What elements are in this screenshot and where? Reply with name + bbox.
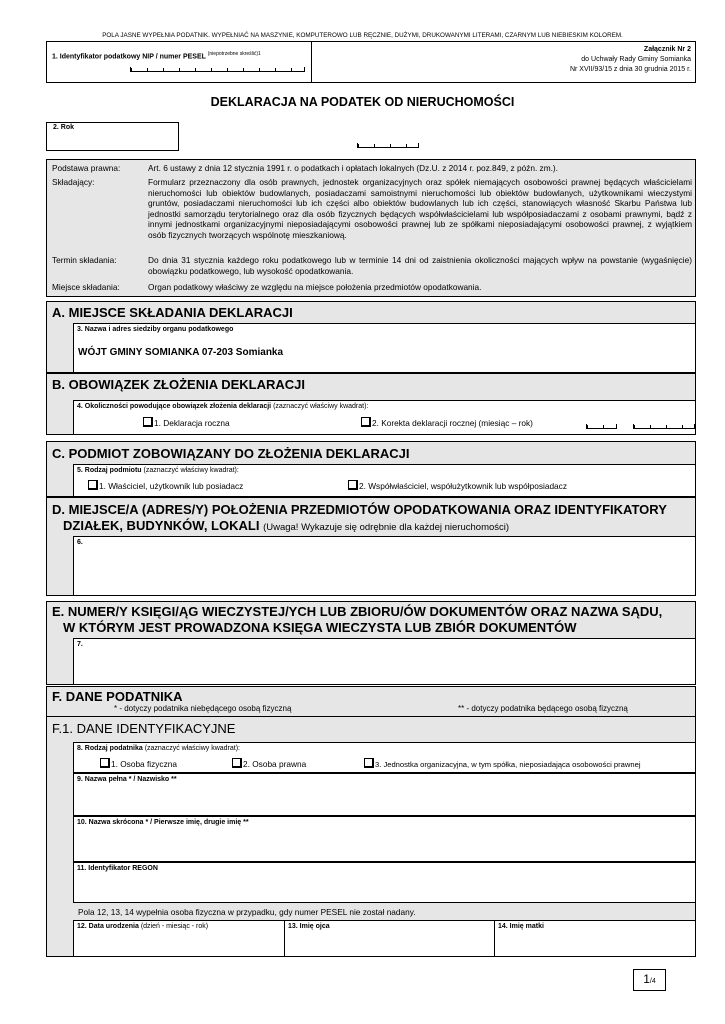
field-4-label-text: 4. Okoliczności powodujące obowiązek złożenia deklaracji bbox=[77, 403, 272, 410]
year-label: 2. Rok bbox=[53, 124, 75, 131]
pesel-note: Pola 12, 13, 14 wypełnia osoba fizyczna w przypadku, gdy numer PESEL nie został nadany. bbox=[78, 907, 416, 917]
note-legal-entity: * - dotyczy podatnika niebędącego osobą fizyczną bbox=[114, 704, 292, 713]
deadline-label: Termin składania: bbox=[52, 255, 117, 265]
nip-note: (niepotrzebne skreślić) bbox=[207, 51, 259, 57]
page-current: 1 bbox=[643, 972, 650, 986]
field-8-label bbox=[77, 745, 240, 752]
divider bbox=[46, 716, 696, 717]
section-d-heading-line1: D. MIEJSCE/A (ADRES/Y) POŁOŻENIA PRZEDMIOTÓW OPODATKOWANIA ORAZ IDENTYFIKATORY bbox=[52, 502, 667, 517]
section-f-heading: F. DANE PODATNIKA bbox=[52, 689, 183, 704]
filer-label: Składający: bbox=[52, 177, 95, 187]
option-organizational-unit-label: 3. Jednostka organizacyjna, w tym spółka, nieposiadająca osobowości prawnej bbox=[375, 760, 641, 769]
field-4-label bbox=[77, 403, 368, 410]
checkbox-icon[interactable] bbox=[361, 417, 371, 427]
note-natural-person: ** - dotyczy podatnika będącego osobą fizyczną bbox=[458, 704, 628, 713]
field-5-label-text: 5. Rodzaj podmiotu bbox=[77, 467, 142, 474]
nip-digit-ticks[interactable] bbox=[130, 67, 305, 72]
fill-instructions: POLA JASNE WYPEŁNIA PODATNIK. WYPEŁNIAĆ NA MASZYNIE, KOMPUTEROWO LUB RĘCZNIE, DUŻYMI, DRUKOWANYMI LITERAMI, CZARNYM LUB NIEBIESKIM KOLOREM. bbox=[102, 32, 623, 39]
checkbox-icon[interactable] bbox=[348, 480, 358, 490]
section-d-note: (Uwaga! Wykazuje się odrębnie dla każdej nieruchomości) bbox=[263, 522, 510, 533]
section-e-heading-line2: W KTÓRYM JEST PROWADZONA KSIĘGA WIECZYSTA LUB ZBIÓR DOKUMENTÓW bbox=[63, 620, 577, 635]
option-annual-declaration[interactable] bbox=[143, 417, 230, 428]
attachment-title: Załącznik Nr 2 bbox=[643, 46, 691, 53]
section-a-heading: A. MIEJSCE SKŁADANIA DEKLARACJI bbox=[52, 305, 293, 320]
option-co-owner-label: 2. Współwłaściciel, współużytkownik lub współposiadacz bbox=[359, 481, 567, 491]
field-10-label: 10. Nazwa skrócona * / Pierwsze imię, drugie imię ** bbox=[77, 819, 249, 826]
checkbox-icon[interactable] bbox=[100, 758, 110, 768]
nip-label bbox=[52, 51, 261, 60]
land-register-field[interactable] bbox=[73, 638, 696, 685]
attachment-resolution: do Uchwały Rady Gminy Somianka bbox=[581, 56, 691, 63]
checkbox-icon[interactable] bbox=[232, 758, 242, 768]
section-f1-heading: F.1. DANE IDENTYFIKACYJNE bbox=[52, 721, 236, 736]
document-title: DEKLARACJA NA PODATEK OD NIERUCHOMOŚCI bbox=[210, 95, 515, 109]
legal-basis-text: Art. 6 ustawy z dnia 12 stycznia 1991 r. o podatkach i opłatach lokalnych (Dz.U. z 2014 r. poz.849, z późn. zm.). bbox=[148, 163, 558, 173]
section-d-heading-line2-text: DZIAŁEK, BUDYNKÓW, LOKALI bbox=[63, 518, 260, 533]
section-e-heading-line1: E. NUMER/Y KSIĘGI/ĄG WIECZYSTEJ/YCH LUB ZBIORU/ÓW DOKUMENTÓW ORAZ NAZWA SĄDU, bbox=[52, 604, 663, 619]
checkbox-icon[interactable] bbox=[143, 417, 153, 427]
option-natural-person[interactable] bbox=[100, 758, 177, 769]
field-11-label: 11. Identyfikator REGON bbox=[77, 865, 158, 872]
field-7-label: 7. bbox=[77, 641, 83, 648]
field-8-note: (zaznaczyć właściwy kwadrat): bbox=[144, 745, 240, 752]
checkbox-icon[interactable] bbox=[88, 480, 98, 490]
field-14-label: 14. Imię matki bbox=[498, 923, 544, 930]
option-owner-label: 1. Właściciel, użytkownik lub posiadacz bbox=[99, 481, 244, 491]
page-total: /4 bbox=[649, 978, 656, 985]
year-correction-digit-ticks[interactable] bbox=[633, 424, 695, 429]
field-6-label: 6. bbox=[77, 539, 83, 546]
option-organizational-unit[interactable] bbox=[364, 758, 641, 769]
option-correction-declaration[interactable] bbox=[361, 417, 533, 428]
section-d-heading-line2 bbox=[63, 518, 509, 533]
field-5-note: (zaznaczyć właściwy kwadrat): bbox=[143, 467, 239, 474]
option-correction-declaration-label: 2. Korekta deklaracji rocznej (miesiąc – rok) bbox=[372, 418, 533, 428]
place-text: Organ podatkowy właściwy ze względu na miejsce położenia przedmiotów opodatkowania. bbox=[148, 282, 482, 292]
month-digit-ticks[interactable] bbox=[586, 424, 617, 429]
option-owner[interactable] bbox=[88, 480, 243, 491]
field-12-label-text: 12. Data urodzenia bbox=[77, 923, 139, 930]
field-12-note: (dzień - miesiąc - rok) bbox=[140, 923, 209, 930]
option-legal-person-label: 2. Osoba prawna bbox=[243, 759, 307, 769]
option-co-owner[interactable] bbox=[348, 480, 567, 491]
place-label: Miejsce składania: bbox=[52, 282, 120, 292]
checkbox-icon[interactable] bbox=[364, 758, 374, 768]
page-number bbox=[633, 972, 666, 986]
field-8-label-text: 8. Rodzaj podatnika bbox=[77, 745, 143, 752]
field-5-label bbox=[77, 467, 239, 474]
field-4-note: (zaznaczyć właściwy kwadrat): bbox=[273, 403, 369, 410]
legal-basis-label: Podstawa prawna: bbox=[52, 163, 121, 173]
option-legal-person[interactable] bbox=[232, 758, 306, 769]
field-9-label: 9. Nazwa pełna * / Nazwisko ** bbox=[77, 776, 177, 783]
property-location-field[interactable] bbox=[73, 536, 696, 596]
regon-field[interactable] bbox=[73, 862, 696, 903]
field-13-label: 13. Imię ojca bbox=[288, 923, 330, 930]
field-3-label: 3. Nazwa i adres siedziby organu podatkowego bbox=[77, 326, 234, 333]
nip-footnote-mark: 1 bbox=[258, 51, 261, 57]
tax-office-value: WÓJT GMINY SOMIANKA 07-203 Somianka bbox=[78, 347, 284, 358]
field-12-label bbox=[77, 923, 208, 930]
attachment-info bbox=[570, 45, 691, 75]
nip-label-text: 1. Identyfikator podatkowy NIP / numer PESEL bbox=[52, 53, 206, 61]
filer-text: Formularz przeznaczony dla osób prawnych, jednostek organizacyjnych oraz spółek niemających osobowości prawnej będących właścicielami nieruchomości lub obiektów budowlanych, posiadaczami samoistnymi nieruchomości lub obiektów budowlanych, użytkownikami wieczystymi gruntów, posiadaczami nieruchomości lub ich części albo obiektów budowlanych lub ich części, stanowiących własność Skarbu Państwa lub jednostki samorządu terytorialnego oraz dla osób fizycznych będących współwłaścicielami lub współposiadaczami z osobami prawnymi, bądź z innymi jednostkami organizacyjnymi nieposiadającymi osobowości prawnej lub ze spółkami nieposiadającymi osobowości prawnej, z wyjątkiem osób fizycznych tworzących wspólnotę mieszkaniową. bbox=[148, 177, 692, 240]
section-c-heading: C. PODMIOT ZOBOWIĄZANY DO ZŁOŻENIA DEKLARACJI bbox=[52, 446, 410, 461]
attachment-number: Nr XVII/93/15 z dnia 30 grudnia 2015 r. bbox=[569, 66, 691, 73]
option-natural-person-label: 1. Osoba fizyczna bbox=[111, 759, 177, 769]
section-b-heading: B. OBOWIĄZEK ZŁOŻENIA DEKLARACJI bbox=[52, 377, 306, 392]
deadline-text: Do dnia 31 stycznia każdego roku podatkowego lub w terminie 14 dni od zaistnienia okoliczności mających wpływ na powstanie (wygaśnięcie) obowiązku podatkowego, lub wysokość opodatkowania. bbox=[148, 255, 692, 276]
nip-field[interactable] bbox=[46, 41, 312, 83]
option-annual-declaration-label: 1. Deklaracja roczna bbox=[154, 418, 230, 428]
year-digit-ticks[interactable] bbox=[357, 143, 419, 148]
